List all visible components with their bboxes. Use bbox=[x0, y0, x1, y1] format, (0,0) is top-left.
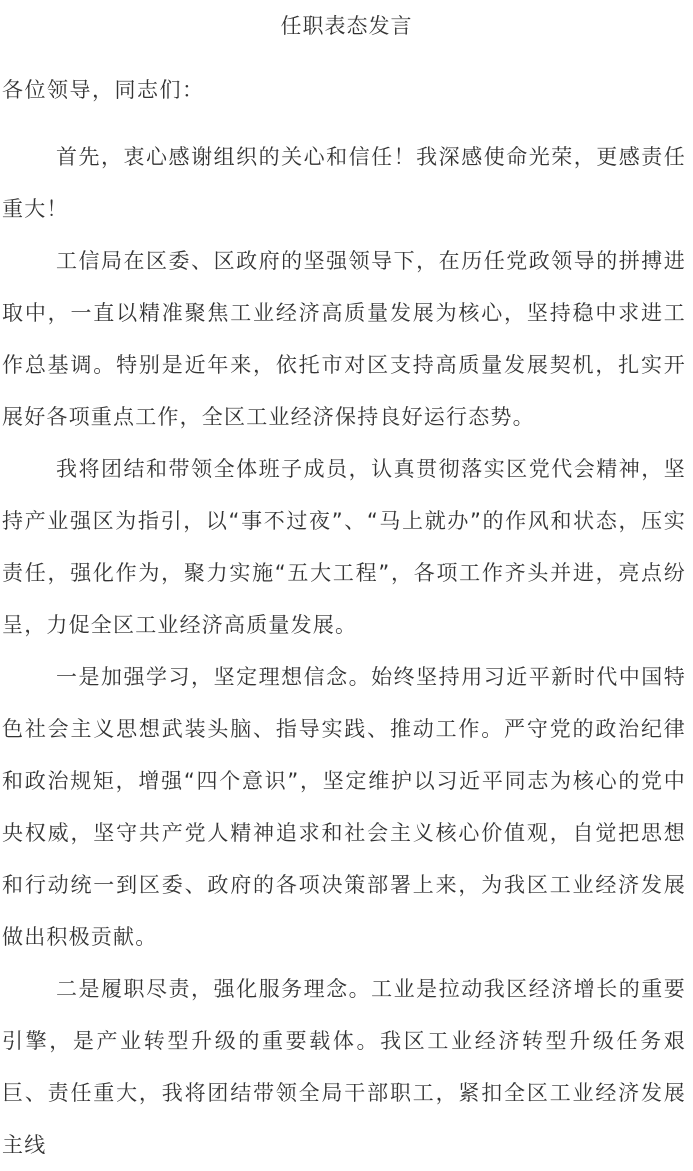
paragraph-point-two bbox=[2, 963, 686, 1171]
paragraph-bureau-overview bbox=[2, 235, 686, 443]
paragraph-thanks bbox=[2, 131, 686, 235]
paragraph-text: 工信局在区委、区政府的坚强领导下，在历任党政领导的拼搏进取中，一直以精准聚焦工业经济高质量发展为核心，坚持稳中求进工作总基调。特别是近年来，依托市对区支持高质量发展契机，扎实开展好各项重点工作，全区工业经济保持良好运行态势。 bbox=[2, 249, 686, 429]
salutation: 各位领导，同志们： bbox=[2, 78, 205, 102]
paragraph-point-one bbox=[2, 651, 686, 963]
paragraph-text: 始终坚持用习近平新时代中国特色社会主义思想武装头脑、指导实践、推动工作。严守党的政治纪律和政治规矩，增强“四个意识”，坚定维护以习近平同志为核心的党中央权威，坚守共产党人精神追求和社会主义核心价值观，自觉把思想和行动统一到区委、政府的各项决策部署上来，为我区工业经济发展做出积极贡献。 bbox=[2, 665, 686, 949]
paragraph-text: 工业是拉动我区经济增长的重要引擎，是产业转型升级的重要载体。我区工业经济转型升级任务艰巨、责任重大，我将团结带领全局干部职工，紧扣全区工业经济发展主线 bbox=[2, 977, 686, 1157]
paragraph-commitment bbox=[2, 443, 686, 651]
paragraph-lead: 二是履职尽责，强化服务理念。 bbox=[56, 977, 372, 1001]
paragraph-text: 我将团结和带领全体班子成员，认真贯彻落实区党代会精神，坚持产业强区为指引，以“事不过夜”、“马上就办”的作风和状态，压实责任，强化作为，聚力实施“五大工程”，各项工作齐头并进，亮点纷呈，力促全区工业经济高质量发展。 bbox=[2, 457, 686, 637]
paragraph-lead: 一是加强学习，坚定理想信念。 bbox=[56, 665, 372, 689]
document-body bbox=[2, 131, 686, 1171]
document-title: 任职表态发言 bbox=[280, 14, 413, 38]
paragraph-text: 首先，衷心感谢组织的关心和信任！我深感使命光荣，更感责任重大！ bbox=[2, 145, 686, 221]
